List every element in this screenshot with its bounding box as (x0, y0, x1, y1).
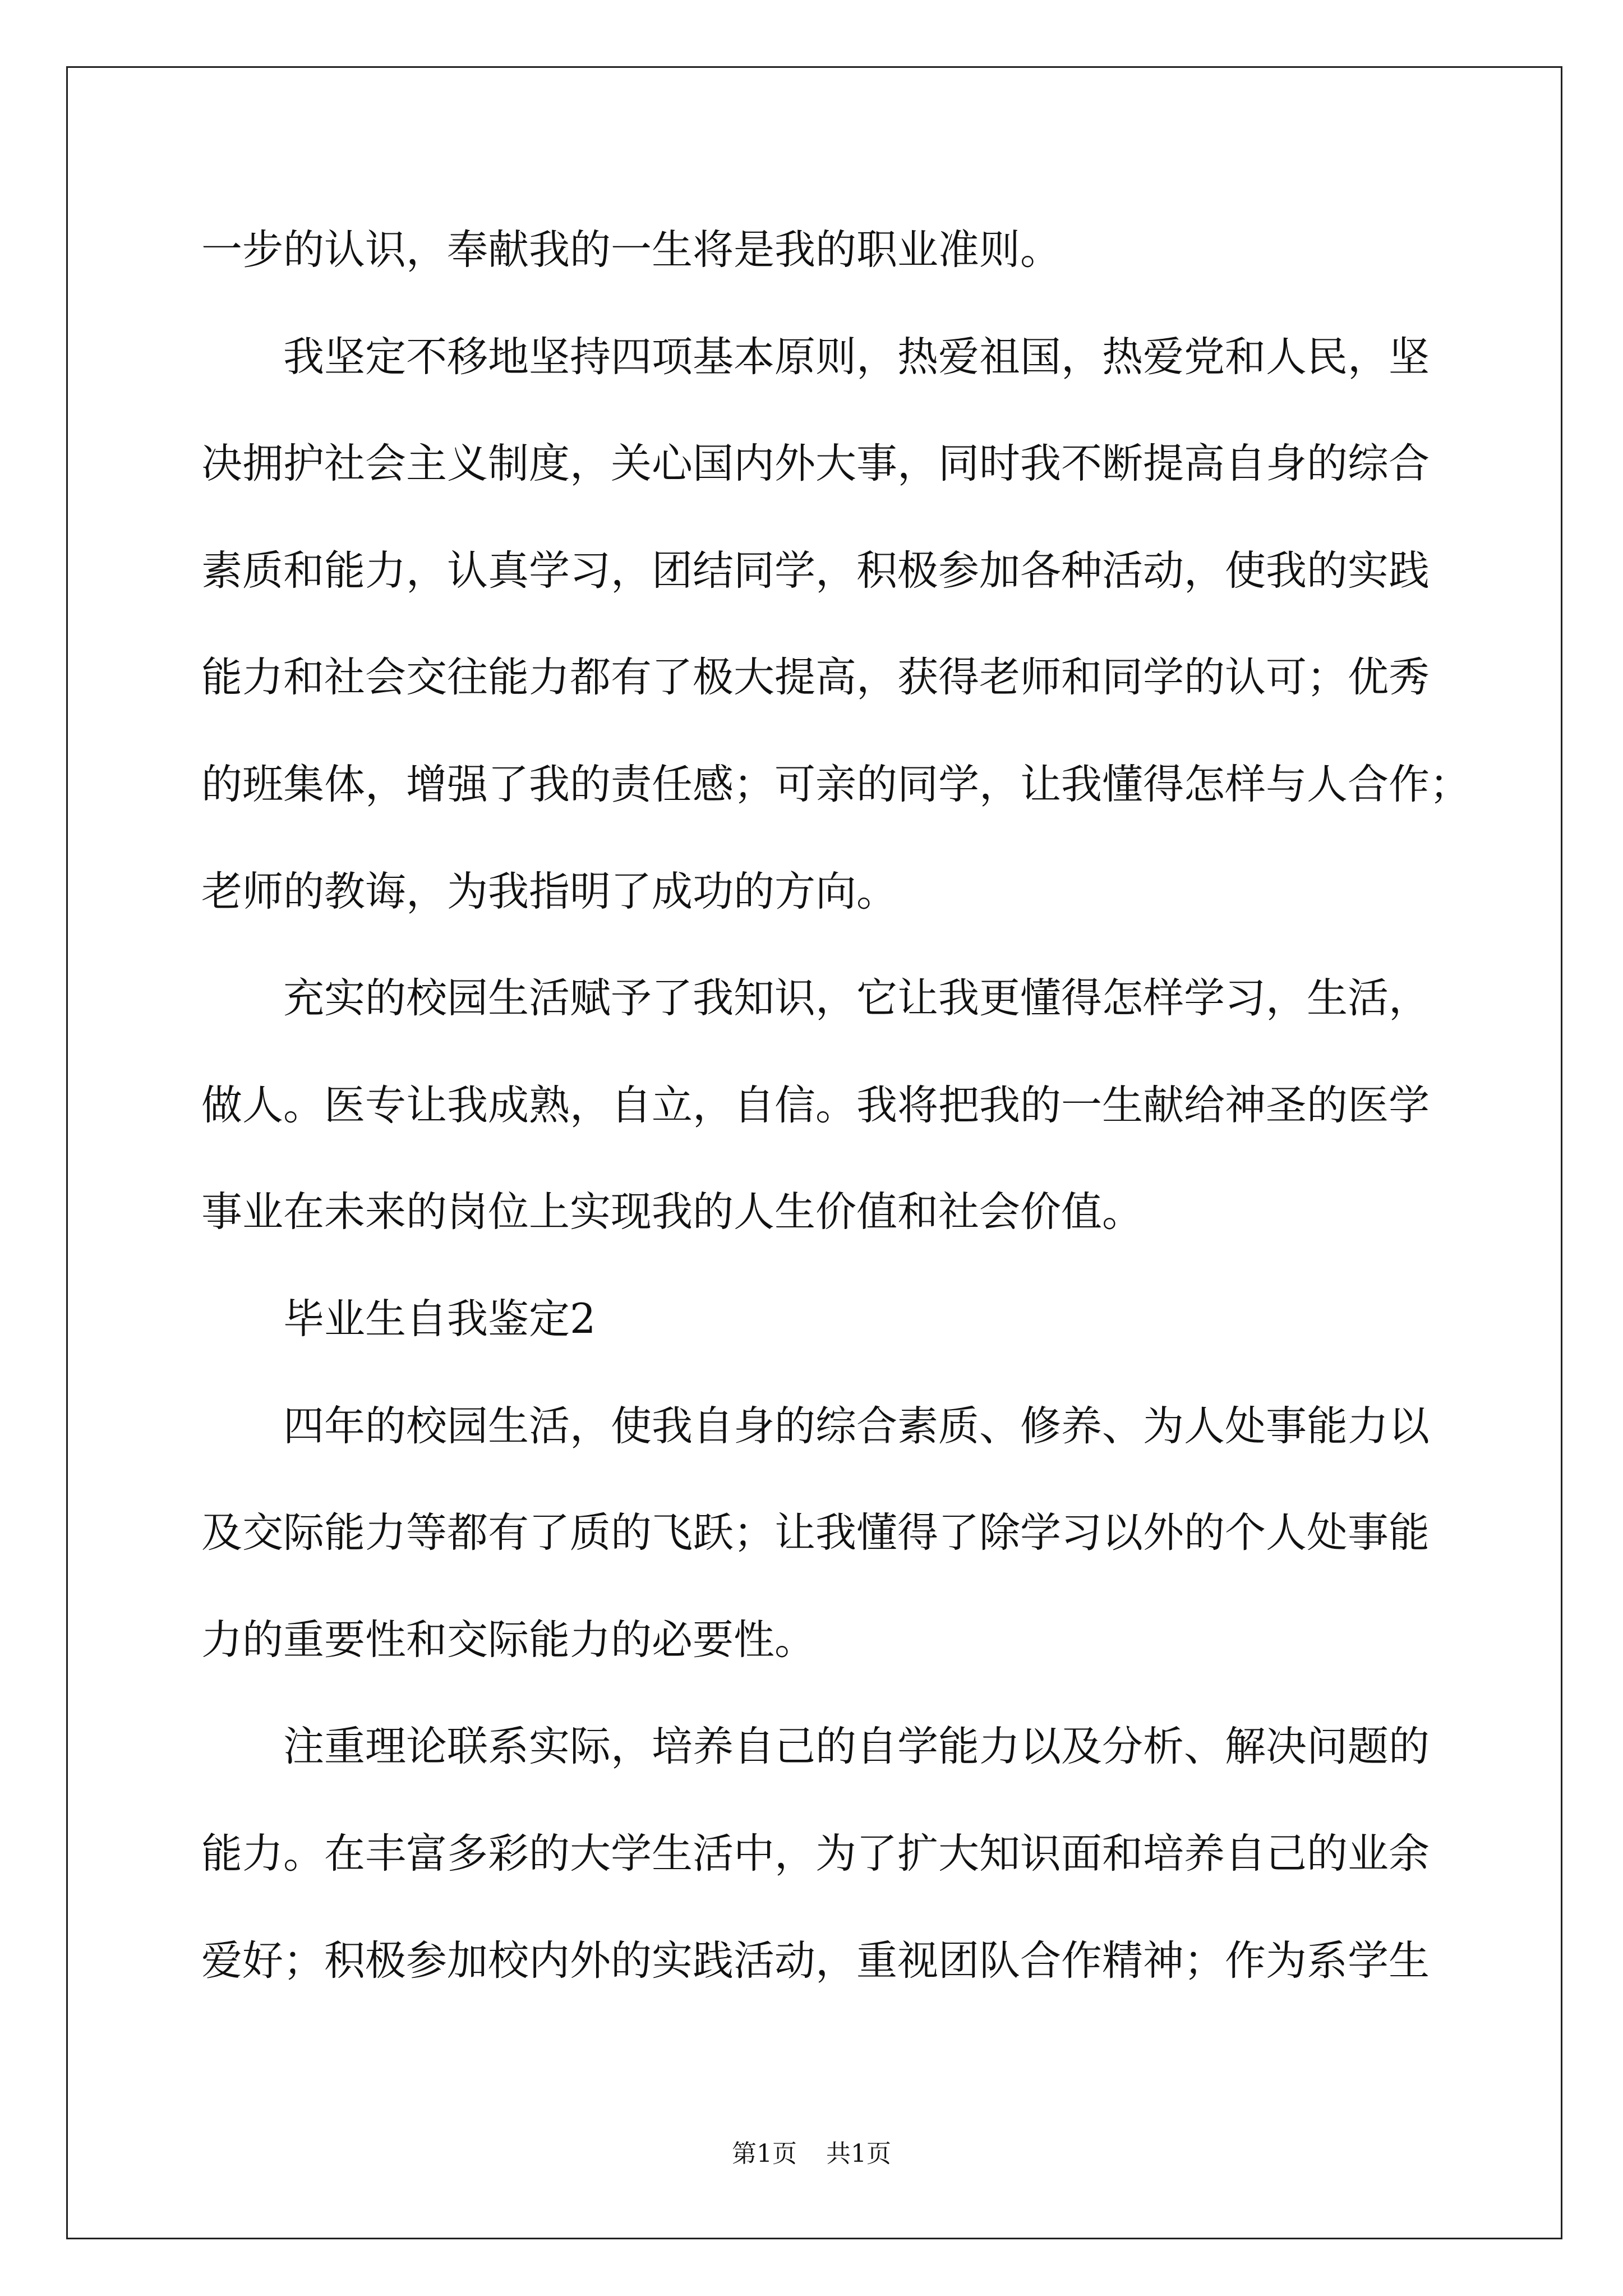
document-body (201, 197, 1536, 2014)
text-line: 做人。医专让我成熟，自立，自信。我将把我的一生献给神圣的医学 (201, 1081, 1430, 1129)
text-line: 我坚定不移地坚持四项基本原则，热爱祖国，热爱党和人民，坚 (283, 333, 1430, 381)
paragraph (201, 1373, 1536, 1694)
text-line: 的班集体，增强了我的责任感；可亲的同学，让我懂得怎样与人合作； (201, 760, 1470, 808)
total-pages: 共1页 (826, 2139, 891, 2168)
page-footer (0, 2138, 1623, 2170)
paragraph-continuation (201, 197, 1536, 304)
text-line: 老师的教诲，为我指明了成功的方向。 (201, 867, 897, 915)
text-line: 爱好；积极参加校内外的实践活动，重视团队合作精神；作为系学生 (201, 1936, 1430, 1985)
text-line: 一步的认识，奉献我的一生将是我的职业准则。 (201, 226, 1061, 274)
text-line: 能力和社会交往能力都有了极大提高，获得老师和同学的认可；优秀 (201, 654, 1430, 702)
text-line: 四年的校园生活，使我自身的综合素质、修养、为人处事能力以 (283, 1402, 1430, 1450)
paragraph (201, 1694, 1536, 2014)
text-line: 决拥护社会主义制度，关心国内外大事，同时我不断提高自身的综合 (201, 440, 1430, 488)
text-line: 素质和能力，认真学习，团结同学，积极参加各种活动，使我的实践 (201, 546, 1430, 595)
text-line: 充实的校园生活赋予了我知识，它让我更懂得怎样学习，生活， (283, 974, 1430, 1023)
text-line: 事业在未来的岗位上实现我的人生价值和社会价值。 (201, 1188, 1143, 1236)
text-line: 力的重要性和交际能力的必要性。 (201, 1616, 815, 1664)
page-number: 第1页 (732, 2139, 797, 2168)
text-line: 能力。在丰富多彩的大学生活中，为了扩大知识面和培养自己的业余 (201, 1829, 1430, 1878)
paragraph (201, 304, 1536, 946)
text-line: 注重理论联系实际，培养自己的自学能力以及分析、解决问题的 (283, 1723, 1430, 1771)
paragraph (201, 945, 1536, 1266)
section-heading-text: 毕业生自我鉴定2 (283, 1295, 596, 1343)
section-heading (201, 1266, 1536, 1373)
text-line: 及交际能力等都有了质的飞跃；让我懂得了除学习以外的个人处事能 (201, 1509, 1430, 1557)
